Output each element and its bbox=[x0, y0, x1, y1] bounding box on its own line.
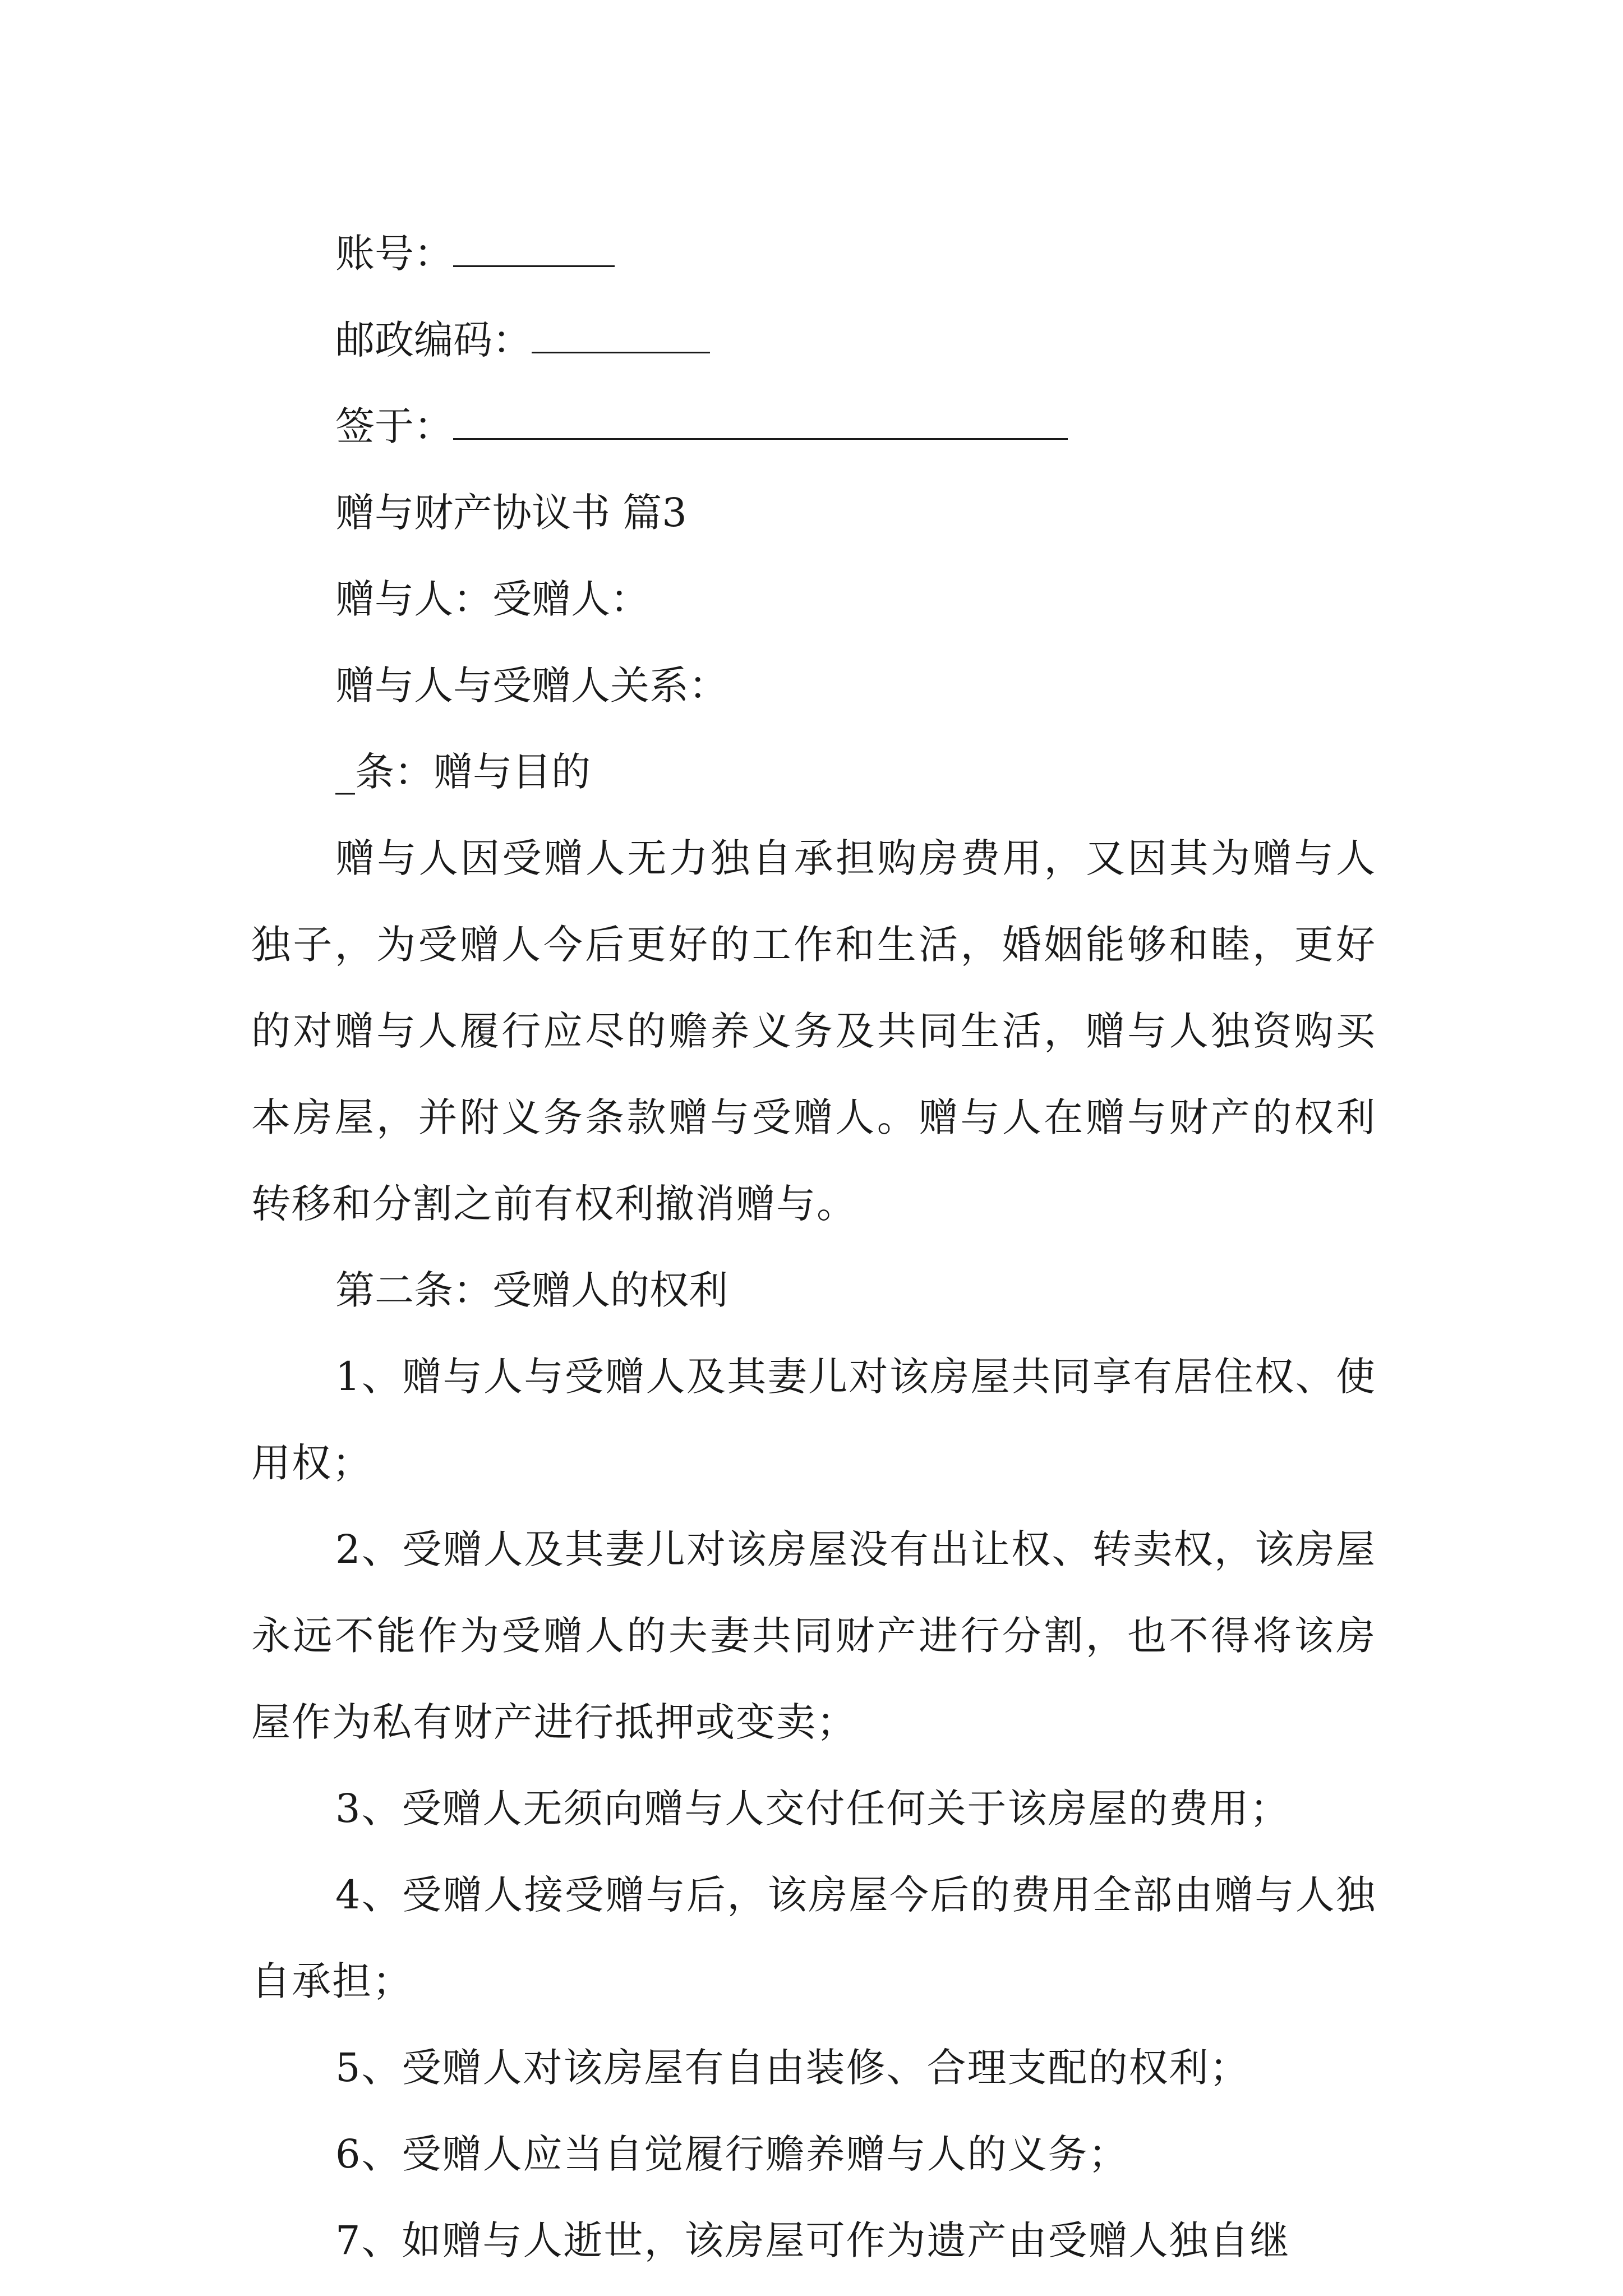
account-blank bbox=[453, 234, 615, 267]
relation-line: 赠与人与受赠人关系： bbox=[335, 662, 728, 708]
postcode-line bbox=[251, 297, 1376, 383]
list-item: 7、如赠与人逝世，该房屋可作为遗产由受赠人独自继 bbox=[335, 2217, 1290, 2263]
parties-line: 赠与人：受赠人： bbox=[335, 576, 649, 622]
list-item: 5、受赠人对该房屋有自由装修、合理支配的权利； bbox=[335, 2045, 1250, 2091]
list-item: 6、受赠人应当自觉履行赡养赠与人的义务； bbox=[335, 2131, 1129, 2177]
signed-at-label: 签于： bbox=[335, 403, 453, 449]
account-line bbox=[251, 210, 1376, 297]
list-item: 3、受赠人无须向赠与人交付任何关于该房屋的费用； bbox=[335, 1786, 1290, 1832]
account-label: 账号： bbox=[335, 231, 453, 277]
postcode-blank bbox=[532, 320, 710, 353]
article-2-title: 第二条：受赠人的权利 bbox=[335, 1267, 728, 1313]
article-1-body: 赠与人因受赠人无力独自承担购房费用，又因其为赠与人独子，为受赠人今后更好的工作和生活，婚姻能够和睦，更好的对赠与人履行应尽的赡养义务及共同生活，赠与人独资购买本房屋，并附义务条款赠与受赠人。赠与人在赠与财产的权利转移和分割之前有权利撤消赠与。 bbox=[251, 835, 1376, 1227]
postcode-label: 邮政编码： bbox=[335, 317, 532, 363]
section-title: 赠与财产协议书 篇3 bbox=[335, 490, 687, 536]
article-1-title: _条：赠与目的 bbox=[335, 749, 591, 795]
list-item: 4、受赠人接受赠与后，该房屋今后的费用全部由赠与人独自承担； bbox=[251, 1872, 1376, 2004]
signed-at-line bbox=[251, 383, 1376, 470]
document-content bbox=[251, 210, 1376, 2284]
signed-at-blank bbox=[453, 407, 1068, 440]
list-item: 1、赠与人与受赠人及其妻儿对该房屋共同享有居住权、使用权； bbox=[251, 1354, 1376, 1486]
list-item: 2、受赠人及其妻儿对该房屋没有出让权、转卖权，该房屋永远不能作为受赠人的夫妻共同财产进行分割，也不得将该房屋作为私有财产进行抵押或变卖； bbox=[251, 1526, 1376, 1745]
